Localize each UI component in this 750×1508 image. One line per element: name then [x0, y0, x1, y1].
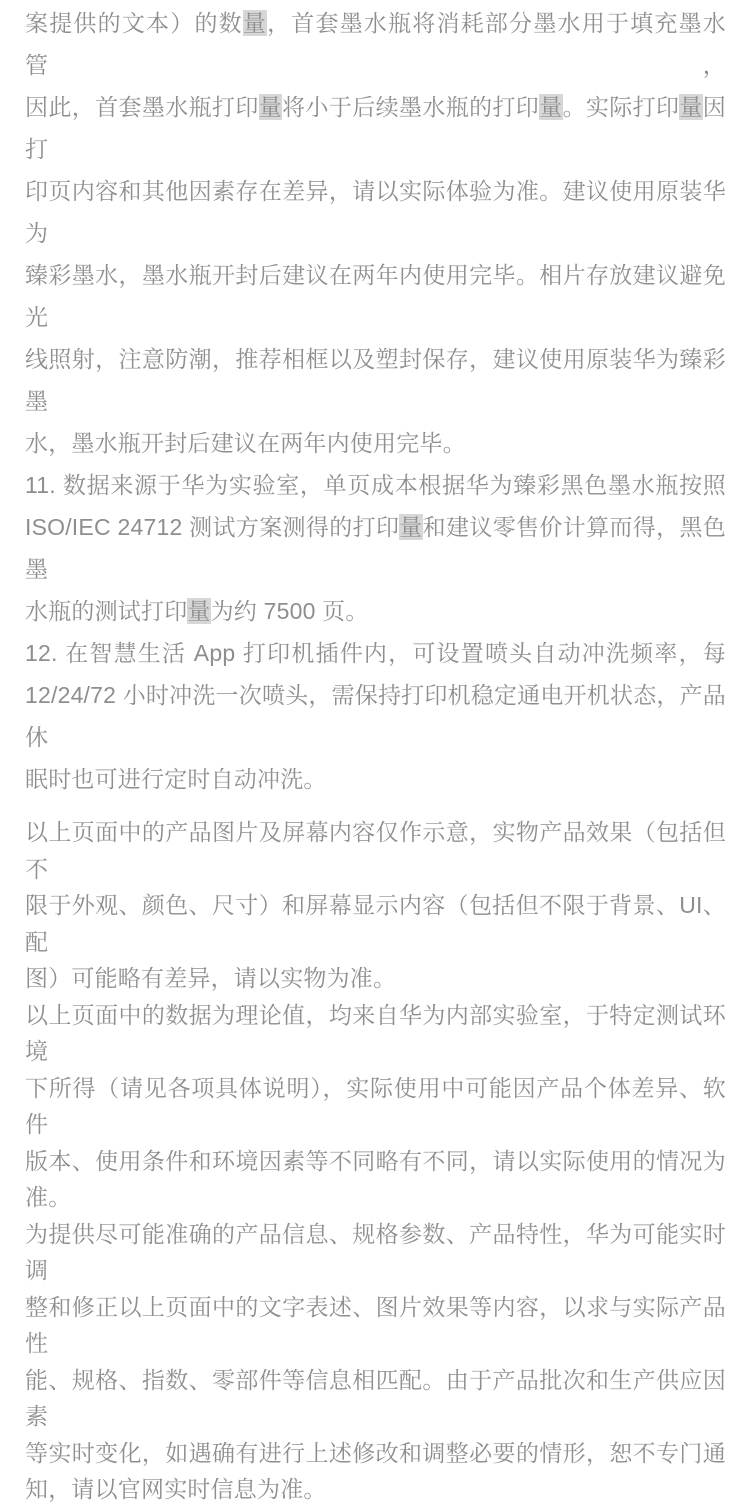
ink-usage-notes-section: [25, 2, 726, 800]
text-line: 知，请以官网实时信息为准。: [25, 1476, 327, 1502]
general-disclaimer-section: [25, 814, 726, 1508]
text-line: ISO/IEC 24712 测试方案测得的打印量和建议零售价计算而得，黑色墨: [25, 514, 726, 582]
highlighted-char: 量: [399, 514, 423, 540]
paragraph: [25, 2, 726, 464]
text-line: 印页内容和其他因素存在差异，请以实际体验为准。建议使用原装华为: [25, 178, 726, 246]
paragraph: [25, 1216, 726, 1508]
text-line: 因此，首套墨水瓶打印量将小于后续墨水瓶的打印量。实际打印量因打: [25, 94, 726, 162]
text-line: 准。: [25, 1184, 72, 1210]
text-line: 水，墨水瓶开封后建议在两年内使用完毕。: [25, 430, 466, 456]
text-line: 11. 数据来源于华为实验室，单页成本根据华为臻彩黑色墨水瓶按照: [25, 472, 726, 498]
highlighted-char: 量: [679, 94, 703, 120]
text-line: 臻彩墨水，墨水瓶开封后建议在两年内使用完毕。相片存放建议避免光: [25, 262, 726, 330]
text-line: 等实时变化，如遇确有进行上述修改和调整必要的情形，恕不专门通: [25, 1439, 726, 1466]
text-line: 12. 在智慧生活 App 打印机插件内，可设置喷头自动冲洗频率，每: [25, 640, 726, 666]
highlighted-char: 量: [242, 10, 268, 36]
text-line: 水瓶的测试打印量为约 7500 页。: [25, 598, 369, 624]
text-line: 为提供尽可能准确的产品信息、规格参数、产品特性，华为可能实时调: [25, 1220, 726, 1283]
text-line: 以上页面中的产品图片及屏幕内容仅作示意，实物产品效果（包括但不: [25, 819, 726, 882]
paragraph: [25, 997, 726, 1216]
text-line: 案提供的文本）的数量，首套墨水瓶将消耗部分墨水用于填充墨水管，: [25, 10, 726, 78]
text-line: 12/24/72 小时冲洗一次喷头，需保持打印机稳定通电开机状态，产品休: [25, 682, 726, 750]
highlighted-char: 量: [187, 598, 211, 624]
paragraph: [25, 632, 726, 800]
text-line: 下所得（请见各项具体说明），实际使用中可能因产品个体差异、软件: [25, 1074, 726, 1137]
text-line: 能、规格、指数、零部件等信息相匹配。由于产品批次和生产供应因素: [25, 1366, 726, 1429]
highlighted-char: 量: [539, 94, 563, 120]
text-line: 整和修正以上页面中的文字表述、图片效果等内容，以求与实际产品性: [25, 1293, 726, 1356]
text-line: 图）可能略有差异，请以实物为准。: [25, 965, 397, 991]
paragraph: [25, 814, 726, 997]
paragraph: [25, 464, 726, 632]
highlighted-char: 量: [258, 94, 283, 120]
text-line: 限于外观、颜色、尺寸）和屏幕显示内容（包括但不限于背景、UI、配: [25, 892, 726, 955]
text-line: 线照射，注意防潮，推荐相框以及塑封保存，建议使用原装华为臻彩墨: [25, 346, 726, 414]
text-line: 版本、使用条件和环境因素等不同略有不同，请以实际使用的情况为: [25, 1147, 726, 1174]
text-line: 以上页面中的数据为理论值，均来自华为内部实验室，于特定测试环境: [25, 1001, 726, 1064]
text-line: 眠时也可进行定时自动冲洗。: [25, 766, 327, 792]
